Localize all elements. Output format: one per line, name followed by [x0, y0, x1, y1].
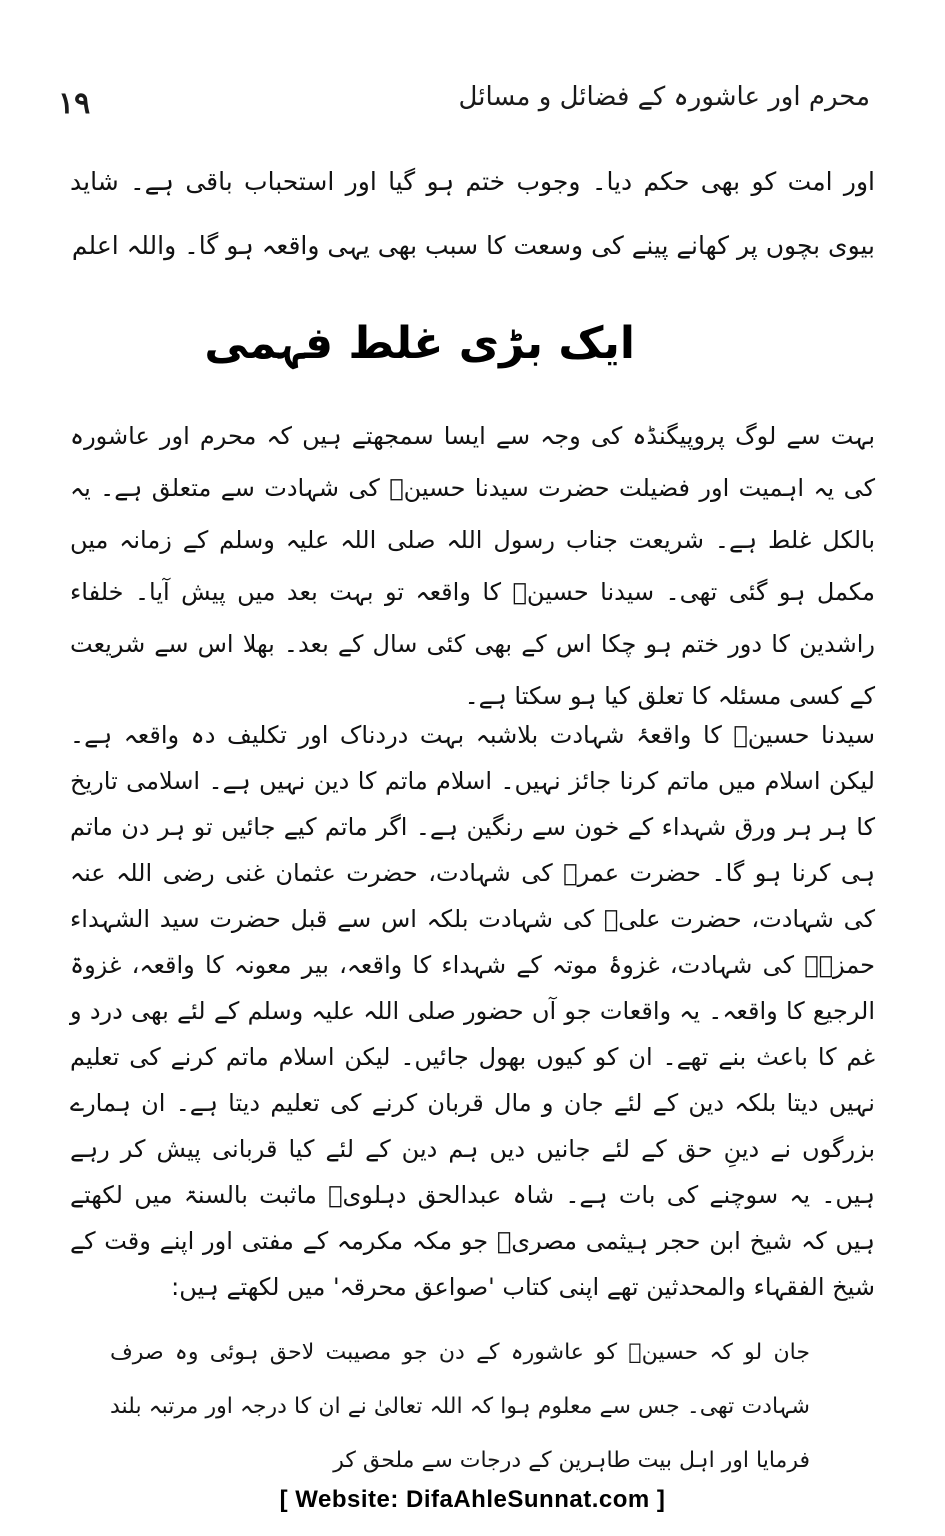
body-paragraph-1: بہت سے لوگ پروپیگنڈہ کی وجہ سے ایسا سمجھتے ہیں کہ محرم اور عاشورہ کی یہ اہمیت اور فضیلت حضرت سیدنا حسینؓ کی شہادت سے متعلق ہے۔ یہ بالکل غلط ہے۔ شریعت جناب رسول اللہ صلی اللہ علیہ وسلم کے زمانہ میں مکمل ہو گئی تھی۔ سیدنا حسینؓ کا واقعہ تو بہت بعد میں پیش آیا۔ خلفاء راشدین کا دور ختم ہو چکا اس کے بھی کئی سال کے بعد۔ بھلا اس سے شریعت کے کسی مسئلہ کا تعلق کیا ہو سکتا ہے۔ — [70, 422, 876, 710]
body-paragraph-2: سیدنا حسینؓ کا واقعۂ شہادت بلاشبہ بہت دردناک اور تکلیف دہ واقعہ ہے۔ لیکن اسلام میں ماتم کرنا جائز نہیں۔ اسلام ماتم کا دین نہیں ہے۔ اسلامی تاریخ کا ہر ہر ورق شہداء کے خون سے رنگین ہے۔ اگر ماتم کیے جائیں تو ہر دن ماتم ہی کرنا ہو گا۔ حضرت عمرؓ کی شہادت، حضرت عثمان غنی رضی اللہ عنہ کی شہادت، حضرت علیؓ کی شہادت بلکہ اس سے قبل حضرت سید الشہداء حمزہؓ کی شہادت، غزوۂ موتہ کے شہداء کا واقعہ، بیر معونہ کا واقعہ، غزوۃ الرجیع کا واقعہ۔ یہ واقعات جو آں حضور صلی اللہ علیہ وسلم کے لئے بھی درد و غم کا باعث بنے تھے۔ ان کو کیوں بھول جائیں۔ لیکن اسلام ماتم کرنے کی تعلیم نہیں دیتا بلکہ دین کے لئے جان و مال قربان کرنے کی تعلیم دیتا ہے۔ ان ہمارے بزرگوں نے دینِ حق کے لئے جانیں دیں ہم دین کے لئے کیا قربانی پیش کر رہے ہیں۔ یہ سوچنے کی بات ہے۔ شاہ عبدالحق دہلویؒ ماثبت بالسنۃ میں لکھتے ہیں کہ شیخ ابن حجر ہیثمی مصریؒ جو مکہ مکرمہ کے مفتی اور اپنے وقت کے شیخ الفقہاء والمحدثین تھے اپنی کتاب 'صواعق محرقہ' میں لکھتے ہیں: — [70, 721, 876, 1301]
page-number: ۱۹ — [58, 86, 91, 121]
quoted-passage: جان لو کہ حسینؓ کو عاشورہ کے دن جو مصیبت لاحق ہوئی وہ صرف شہادت تھی۔ جس سے معلوم ہوا کہ اللہ تعالیٰ نے ان کا درجہ اور مرتبہ بلند فرمایا اور اہل بیت طاہرین کے درجات سے ملحق کر — [110, 1340, 810, 1473]
running-title: محرم اور عاشورہ کے فضائل و مسائل — [458, 82, 870, 112]
intro-paragraph: اور امت کو بھی حکم دیا۔ وجوب ختم ہو گیا اور استحباب باقی ہے۔ شاید بیوی بچوں پر کھانے پینے کی وسعت کا سبب بھی یہی واقعہ ہو گا۔ واللہ اعلم — [70, 167, 875, 260]
section-heading: ایک بڑی غلط فہمی — [204, 318, 635, 369]
page-header — [58, 78, 870, 130]
website-footer: [ Website: DifaAhleSunnat.com ] — [279, 1486, 666, 1513]
